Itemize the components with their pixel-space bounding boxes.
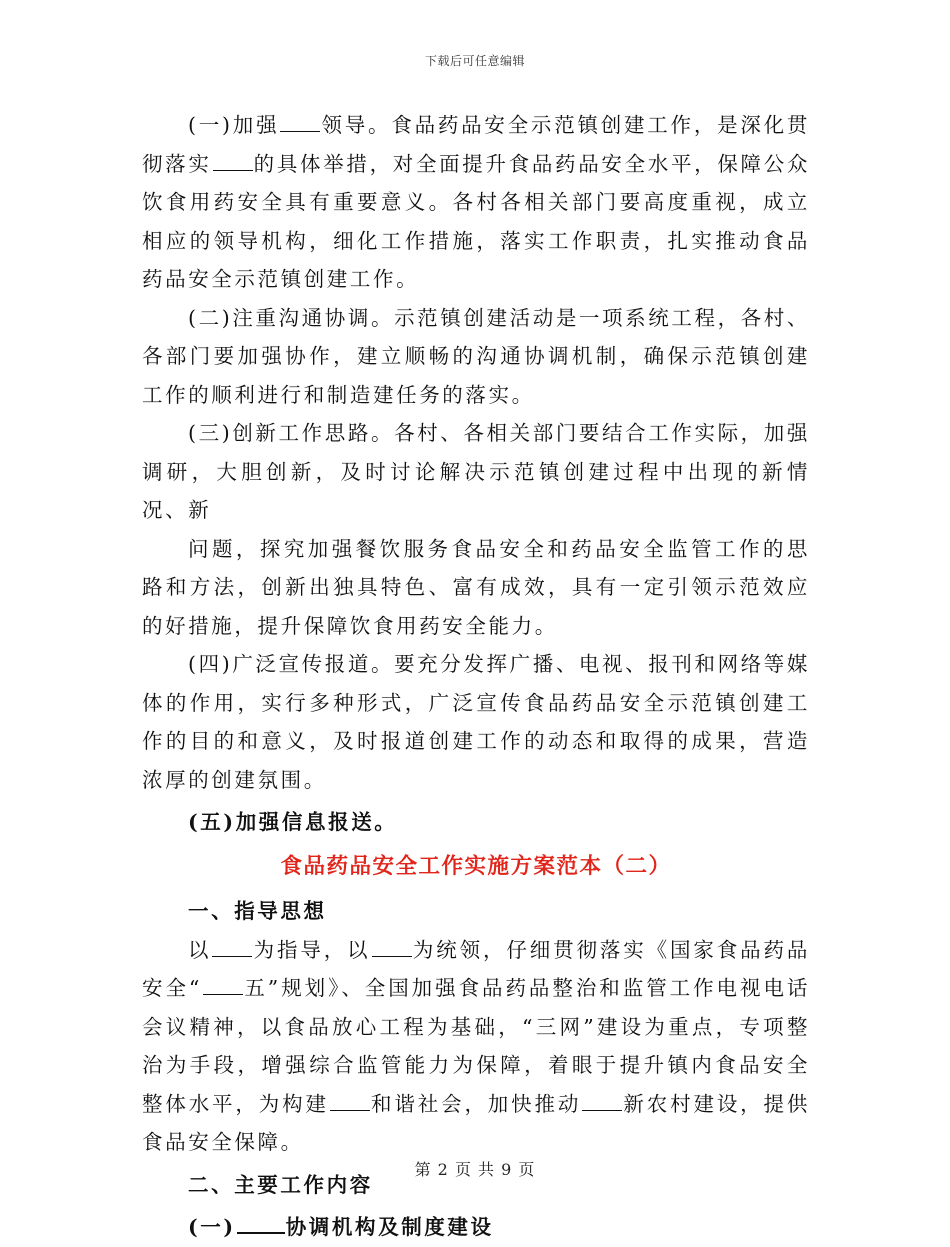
text-fragment: 新农村建设，提供食品安全保障。 [142, 1091, 810, 1154]
text-fragment: 为指导，以 [253, 937, 371, 962]
paragraph-strengthen-leadership [142, 106, 810, 299]
text-fragment: 和谐社会，加快推动 [370, 1091, 582, 1116]
text-fragment: (一) [188, 1215, 236, 1239]
paragraph-info-reporting: (五)加强信息报送。 [188, 810, 398, 834]
fill-blank [280, 113, 320, 132]
text-fragment: 领导。食品药品安全示范镇创建工作，是深化贯彻落实 [142, 113, 810, 176]
text-fragment: 五”规划》、全国加强食品药品整治和监管工作电视电话会议精神，以食品放心工程为基础，“三网”建设为重点，专项整治为手段，增强综合监管能力为保障，着眼于提升镇内食品安全整体水平，为构建 [142, 976, 810, 1116]
paragraph-guiding-ideology [142, 931, 810, 1162]
fill-blank [213, 152, 253, 171]
fill-blank [212, 938, 252, 957]
paragraph-communication: (二)注重沟通协调。示范镇创建活动是一项系统工程，各村、各部门要加强协作，建立顺畅的沟通协调机制，确保示范镇创建工作的顺利进行和制造建任务的落实。 [142, 305, 810, 407]
fill-blank [237, 1214, 285, 1234]
page-header-note: 下载后可任意编辑 [424, 54, 525, 68]
text-fragment: 的具体举措，对全面提升食品药品安全水平，保障公众饮食用药安全具有重要意义。各村各相关部门要高度重视，成立相应的领导机构，细化工作措施，落实工作职责，扎实推动食品药品安全示范镇创建工作。 [142, 151, 810, 291]
text-fragment: 协调机构及制度建设 [285, 1215, 494, 1239]
text-fragment: 为统领，仔细贯彻落实《国家食品药品安全“ [142, 937, 810, 1000]
document-subtitle: 食品药品安全工作实施方案范本（二） [280, 853, 672, 879]
fill-blank [330, 1092, 370, 1111]
fill-blank [582, 1092, 622, 1111]
text-fragment: (一)加强 [188, 113, 280, 137]
paragraph-publicity: (四)广泛宣传报道。要充分发挥广播、电视、报刊和网络等媒体的作用，实行多种形式，广泛宣传食品药品安全示范镇创建工作的目的和意义，及时报道创建工作的动态和取得的成果，营造浓厚的创建氛围。 [142, 652, 810, 792]
heading-coordination-mechanism [142, 1208, 810, 1247]
paragraph-innovation-part1: (三)创新工作思路。各村、各相关部门要结合工作实际，加强调研，大胆创新，及时讨论解决示范镇创建过程中出现的新情况、新 [142, 421, 810, 522]
page-number-footer: 第 2 页 共 9 页 [414, 1160, 536, 1179]
fill-blank [203, 976, 243, 995]
fill-blank [372, 938, 412, 957]
document-body [142, 106, 810, 1247]
heading-main-work: 二、主要工作内容 [188, 1172, 373, 1197]
text-fragment: 以 [188, 937, 212, 962]
paragraph-innovation-part2: 问题，探究加强餐饮服务食品安全和药品安全监管工作的思路和方法，创新出独具特色、富有成效，具有一定引领示范效应的好措施，提升保障饮食用药安全能力。 [142, 536, 810, 638]
heading-guiding-ideology: 一、指导思想 [188, 899, 327, 923]
